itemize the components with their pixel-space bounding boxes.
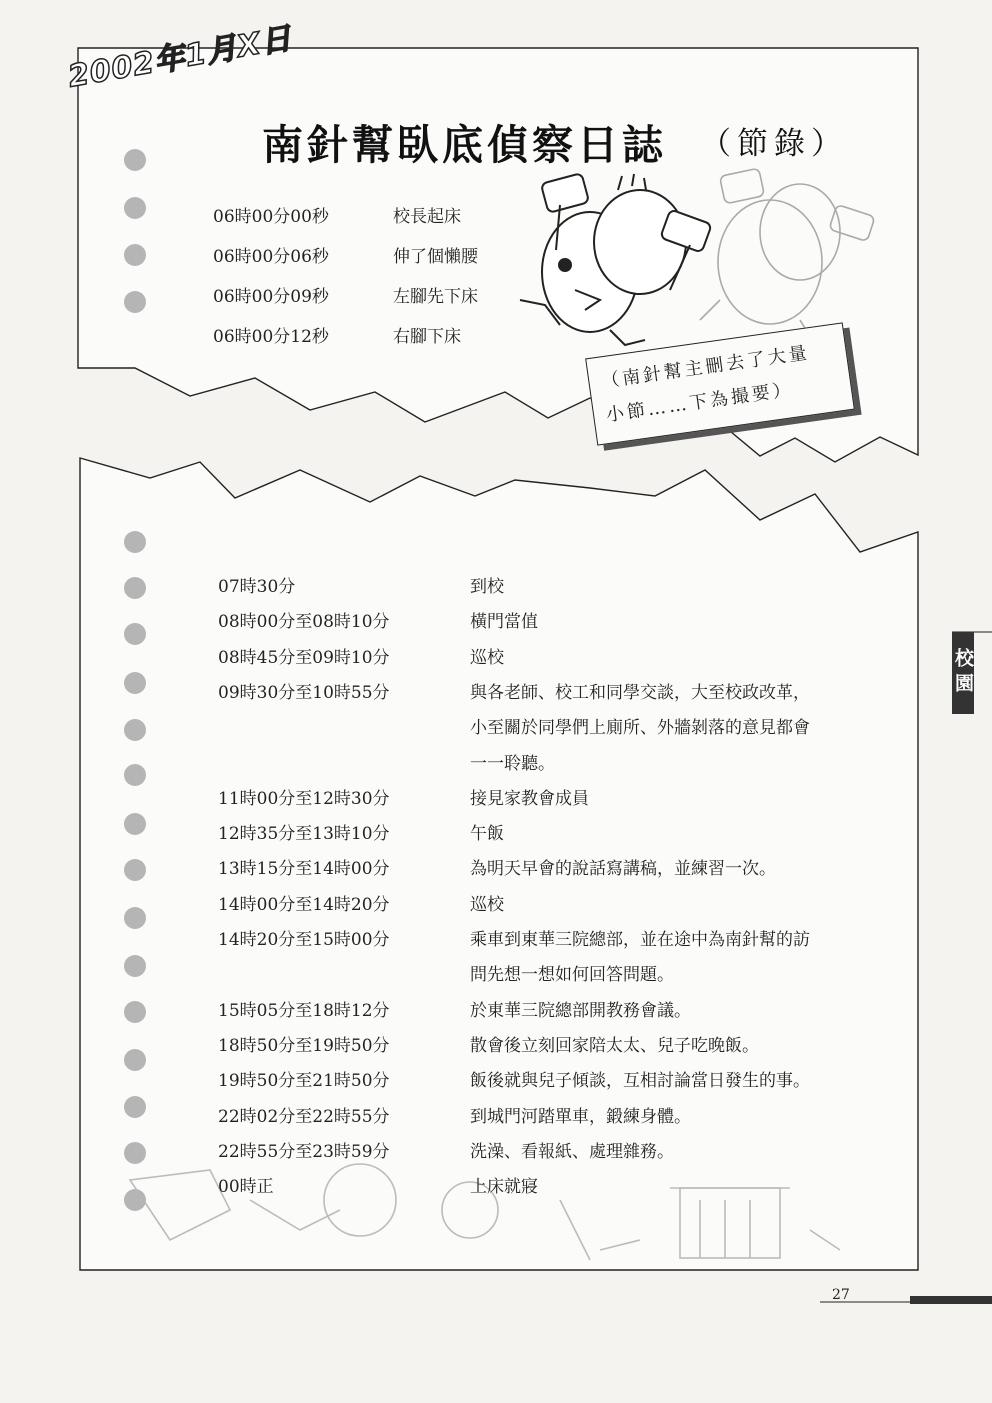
binder-hole [124,907,146,929]
binder-hole [124,244,146,266]
schedule-time: 14時20分至15時00分 [218,930,390,950]
binder-hole [124,813,146,835]
editor-note-line: 小節……下為撮要） [604,378,795,427]
schedule-time: 19時50分至21時50分 [218,1071,390,1092]
log-action: 伸了個懶腰 [393,247,478,267]
schedule-time: 07時30分 [218,577,296,597]
schedule-time: 00時正 [218,1177,274,1198]
schedule-activity: 一一聆聽。 [470,753,555,774]
schedule-time: 15時05分至18時12分 [218,1000,390,1021]
binder-hole [124,291,146,313]
page-number: 27 [832,1287,850,1303]
schedule-activity: 洗澡、看報紙、處理雜務。 [470,1141,674,1162]
schedule-time: 13時15分至14時00分 [218,859,390,880]
log-time: 06時00分00秒 [213,207,329,227]
binder-hole [124,1096,146,1118]
section-tab: 校園 [952,632,974,714]
schedule-activity: 散會後立刻回家陪太太、兒子吃晚飯。 [470,1035,759,1056]
binder-hole [124,1049,146,1071]
schedule-activity: 與各老師、校工和同學交談，大至校政改革， [470,682,810,703]
schedule-time: 11時00分至12時30分 [218,788,390,809]
editor-note-line: （南針幫主刪去了大量 [600,342,811,393]
schedule-activity: 巡校 [470,647,504,668]
binder-hole [124,197,146,219]
binder-hole [124,577,146,599]
schedule-activity: 為明天早會的說話寫講稿，並練習一次。 [470,859,776,880]
schedule-activity: 小至關於同學們上廁所、外牆剝落的意見都會 [470,718,810,739]
schedule-activity: 問先想一想如何回答問題。 [470,965,674,986]
log-time: 06時00分06秒 [213,247,329,267]
log-action: 左腳先下床 [393,287,478,307]
schedule-activity: 午飯 [470,824,504,845]
schedule-time: 22時55分至23時59分 [218,1141,390,1162]
schedule-activity: 飯後就與兒子傾談，互相討論當日發生的事。 [470,1071,810,1092]
page-title: 南針幫臥底偵察日誌 [262,121,667,169]
log-time: 06時00分12秒 [213,327,329,347]
page-subtitle: （節錄） [700,126,848,162]
date-stamp: 2002年1月X日 [65,20,295,95]
schedule-activity: 巡校 [470,894,504,915]
binder-hole [124,623,146,645]
binder-hole [124,859,146,881]
schedule-activity: 到校 [470,577,504,597]
binder-hole [124,1142,146,1164]
binder-hole [124,719,146,741]
schedule-activity: 到城門河踏單車，鍛練身體。 [470,1106,691,1127]
binder-hole [124,531,146,553]
log-time: 06時00分09秒 [213,287,329,307]
binder-hole [124,672,146,694]
binder-hole [124,1189,146,1211]
log-action: 校長起床 [393,207,461,227]
binder-hole [124,1001,146,1023]
schedule-time: 14時00分至14時20分 [218,894,390,915]
schedule-time: 18時50分至19時50分 [218,1035,390,1056]
binder-hole [124,149,146,171]
log-action: 右腳下床 [393,327,461,347]
schedule-time: 09時30分至10時55分 [218,682,390,703]
schedule-time: 12時35分至13時10分 [218,824,390,845]
schedule-activity: 上床就寢 [470,1177,538,1198]
schedule-activity: 接見家教會成員 [470,788,589,809]
schedule-time: 08時45分至09時10分 [218,647,390,668]
schedule-activity: 於東華三院總部開教務會議。 [470,1000,691,1021]
binder-hole [124,764,146,786]
schedule-time: 22時02分至22時55分 [218,1106,390,1127]
schedule-activity: 乘車到東華三院總部，並在途中為南針幫的訪 [470,930,810,950]
schedule-time: 08時00分至08時10分 [218,612,390,633]
binder-hole [124,955,146,977]
schedule-activity: 橫門當值 [470,612,538,633]
